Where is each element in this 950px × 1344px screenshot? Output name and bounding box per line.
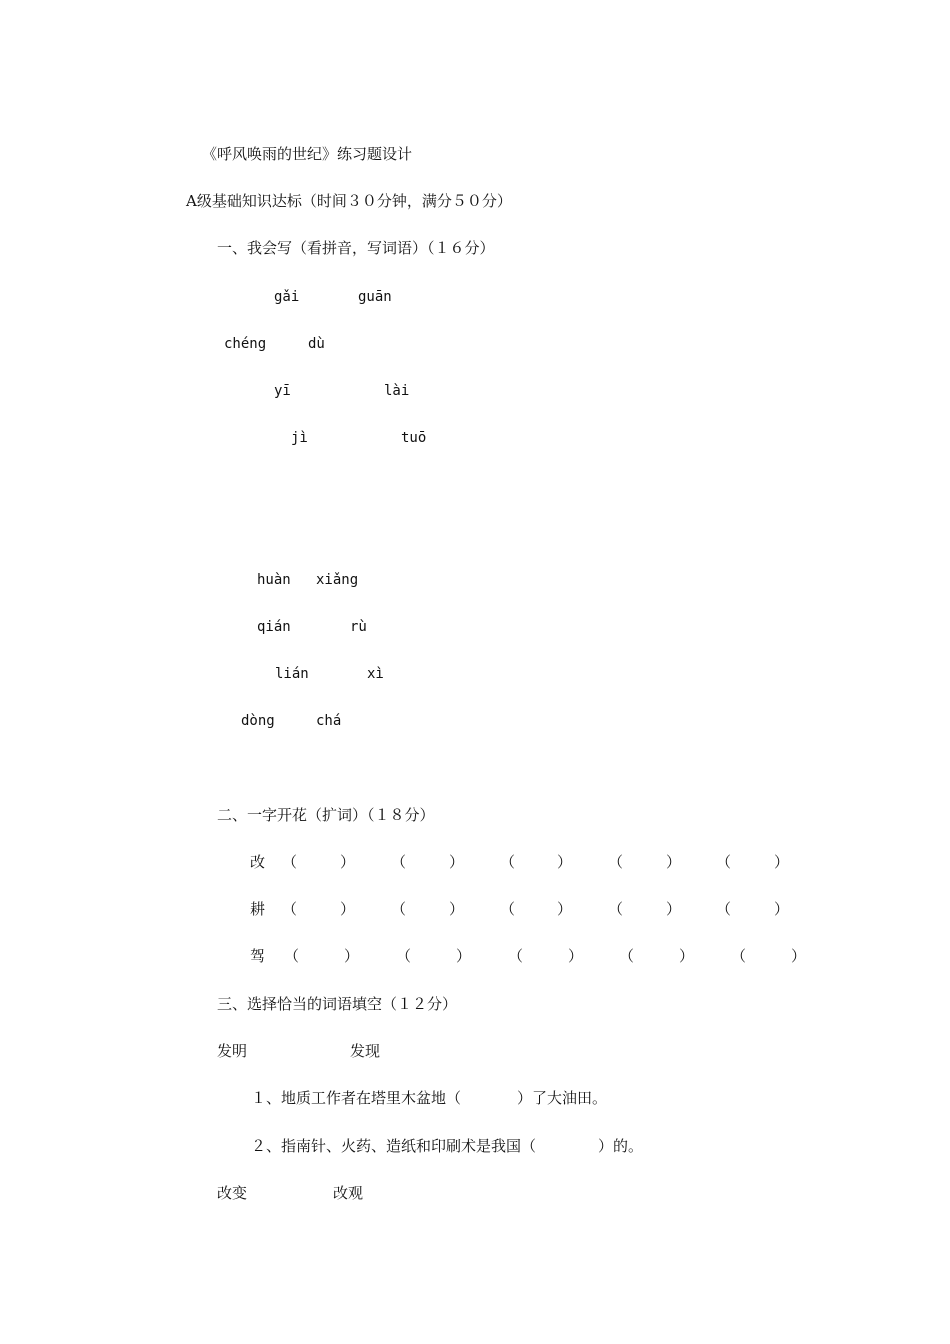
blank-open: （ <box>284 947 300 965</box>
pinyin-item: jì <box>291 430 308 446</box>
pinyin-item: dòng <box>241 713 275 729</box>
blank-close: ） <box>557 900 573 918</box>
pinyin-item: xì <box>367 666 384 682</box>
blank-close: ） <box>449 853 465 871</box>
word-option: 改观 <box>333 1184 364 1202</box>
blank-close: ） <box>340 853 356 871</box>
blank-open: （ <box>500 853 516 871</box>
word-option: 发现 <box>350 1042 381 1060</box>
expand-char: 改 <box>250 853 266 871</box>
blank-open: （ <box>508 947 524 965</box>
pinyin-item: xiǎng <box>316 572 359 588</box>
pinyin-item: guān <box>358 289 392 305</box>
pinyin-item: gǎi <box>274 289 300 305</box>
blank-open: （ <box>608 853 624 871</box>
blank-close: ） <box>568 947 584 965</box>
blank-close: ） <box>774 853 790 871</box>
expand-char: 驾 <box>250 947 266 965</box>
section3-heading: 三、选择恰当的词语填空（１２分） <box>217 995 458 1013</box>
blank-open: （ <box>716 900 732 918</box>
page-title: 《呼风唤雨的世纪》练习题设计 <box>202 145 413 163</box>
blank-close: ） <box>557 853 573 871</box>
sentence-text: １、地质工作者在塔里木盆地（ <box>251 1089 462 1107</box>
sentence-text: ２、指南针、火药、造纸和印刷术是我国（ <box>251 1137 537 1155</box>
blank-close: ） <box>774 900 790 918</box>
blank-open: （ <box>608 900 624 918</box>
blank-open: （ <box>282 900 298 918</box>
blank-close: ） <box>449 900 465 918</box>
blank-close: ） <box>679 947 695 965</box>
blank-close: ） <box>791 947 807 965</box>
blank-open: （ <box>391 853 407 871</box>
pinyin-item: dù <box>308 336 325 352</box>
blank-open: （ <box>716 853 732 871</box>
fill-blank-sentence-2 <box>251 1139 643 1154</box>
pinyin-item: tuō <box>401 430 427 446</box>
blank-open: （ <box>500 900 516 918</box>
pinyin-item: chéng <box>224 336 267 352</box>
pinyin-item: lài <box>384 383 410 399</box>
blank-open: （ <box>619 947 635 965</box>
blank-open: （ <box>282 853 298 871</box>
expand-char: 耕 <box>250 900 266 918</box>
pinyin-item: lián <box>275 666 309 682</box>
blank-close: ） <box>666 853 682 871</box>
blank-close: ） <box>666 900 682 918</box>
pinyin-item: chá <box>316 713 342 729</box>
word-option: 发明 <box>217 1042 248 1060</box>
section2-heading: 二、一字开花（扩词）（１８分） <box>217 806 435 824</box>
word-option: 改变 <box>217 1184 248 1202</box>
pinyin-item: rù <box>350 619 367 635</box>
blank-close: ） <box>340 900 356 918</box>
grade-subtitle: A级基础知识达标（时间３０分钟，满分５０分） <box>186 192 512 210</box>
fill-blank-sentence-1 <box>251 1091 607 1106</box>
blank-open: （ <box>731 947 747 965</box>
blank-open: （ <box>391 900 407 918</box>
pinyin-item: qián <box>257 619 291 635</box>
sentence-text: ）的。 <box>598 1137 644 1155</box>
blank-open: （ <box>396 947 412 965</box>
pinyin-item: huàn <box>257 572 291 588</box>
pinyin-item: yī <box>274 383 291 399</box>
blank-close: ） <box>456 947 472 965</box>
blank-close: ） <box>344 947 360 965</box>
section1-heading: 一、我会写（看拼音，写词语）（１６分） <box>217 239 495 257</box>
sentence-text: ）了大油田。 <box>517 1089 608 1107</box>
